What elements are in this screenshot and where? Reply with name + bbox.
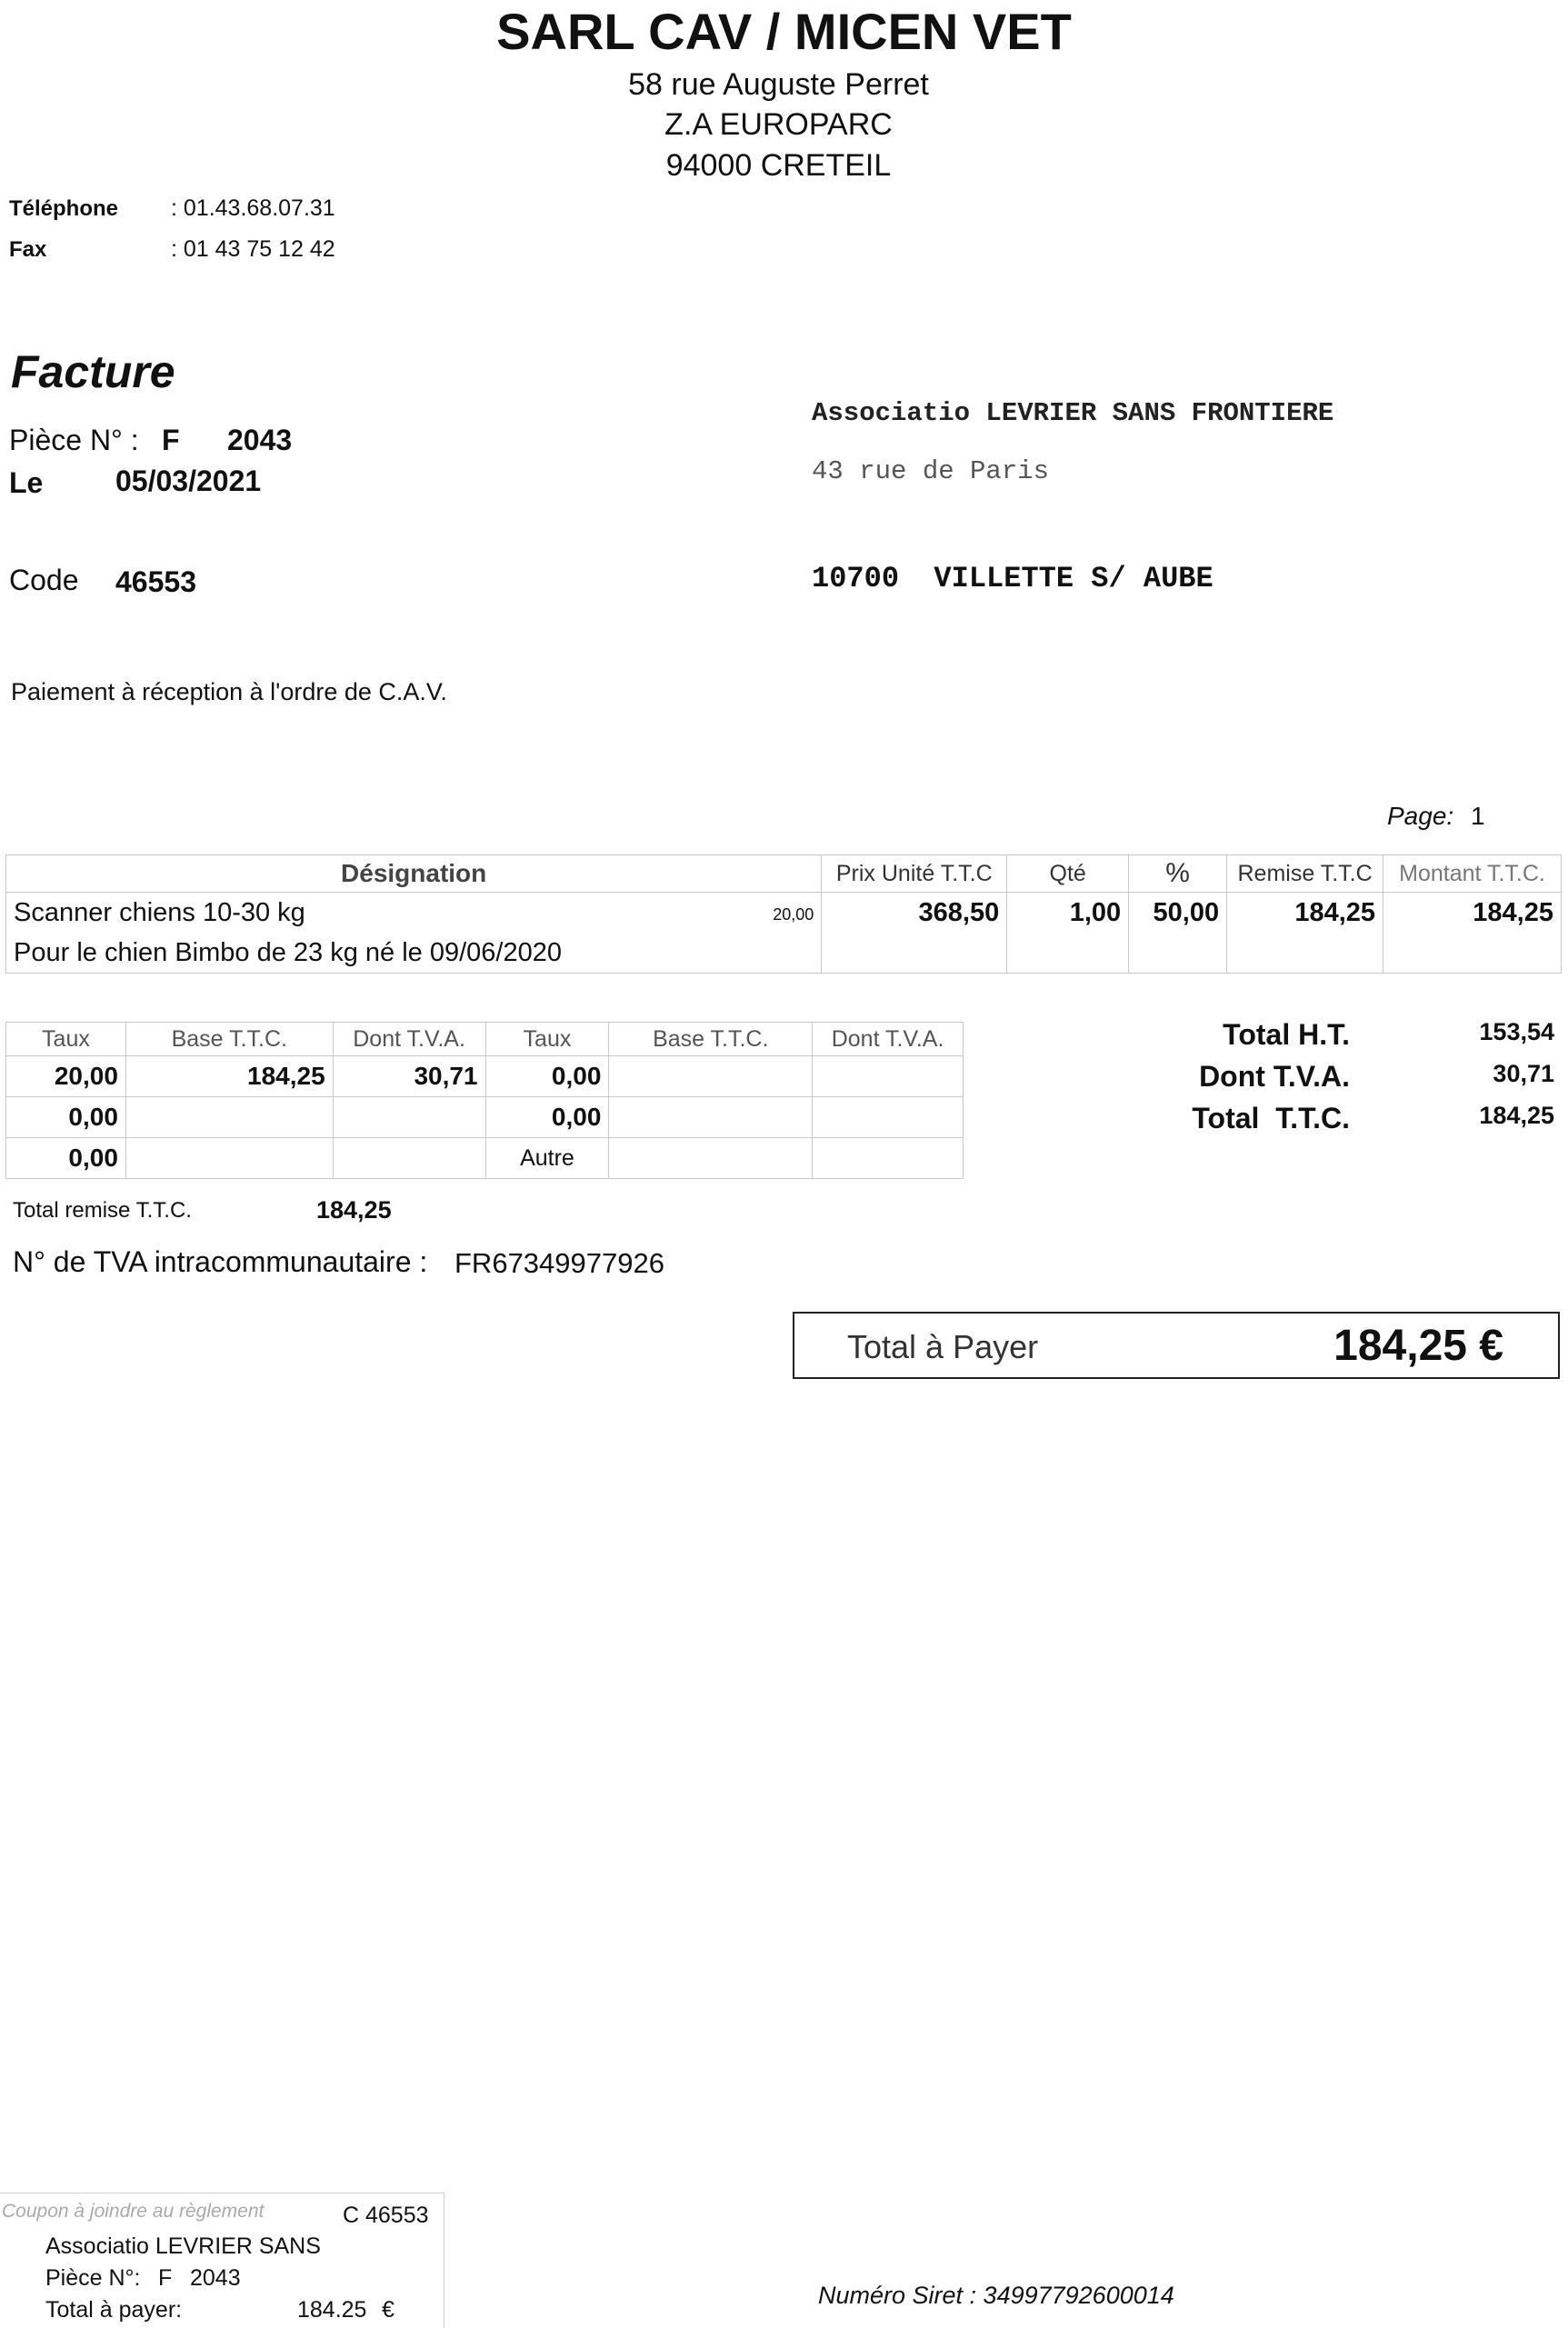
empty-cell (822, 933, 1007, 974)
invoice-title: Facture (11, 346, 175, 397)
vat-col-vat: Dont T.V.A. (813, 1023, 964, 1056)
table-row (6, 933, 1562, 974)
vat-cell: 0,00 (485, 1056, 609, 1097)
vat-col-rate: Taux (485, 1023, 609, 1056)
line-unit-price: 368,50 (822, 893, 1007, 934)
empty-cell (1007, 933, 1129, 974)
line-vat-rate: 20,00 (773, 904, 814, 924)
invoice-lines-table (5, 854, 1562, 974)
total-discount-label: Total remise T.T.C. (13, 1198, 192, 1223)
vat-cell (125, 1097, 333, 1138)
piece-prefix: F (162, 424, 180, 456)
piece-number: 2043 (227, 424, 293, 456)
vat-number-value: FR67349977926 (454, 1247, 664, 1279)
coupon-currency: € (382, 2297, 394, 2323)
coupon-piece-prefix: F (158, 2265, 173, 2291)
total-ht-label: Total H.T. (1223, 1018, 1350, 1051)
table-row (6, 1138, 964, 1179)
vat-cell (125, 1138, 333, 1179)
total-to-pay-value: 184,25 € (1333, 1322, 1503, 1370)
vat-breakdown-table (5, 1022, 964, 1179)
coupon-name: Associatio LEVRIER SANS (45, 2233, 321, 2259)
vat-cell (609, 1138, 813, 1179)
total-tva-label: Dont T.V.A. (1199, 1060, 1350, 1093)
line-qty: 1,00 (1007, 893, 1129, 934)
siret-number: Numéro Siret : 34997792600014 (818, 2282, 1174, 2309)
vat-col-rate: Taux (6, 1023, 126, 1056)
col-header-amount: Montant T.T.C. (1383, 855, 1562, 893)
line-designation-cell (6, 893, 822, 934)
table-row (6, 1097, 964, 1138)
vat-cell (609, 1097, 813, 1138)
vat-cell: 184,25 (125, 1056, 333, 1097)
vat-cell (609, 1056, 813, 1097)
vat-cell (813, 1056, 964, 1097)
total-to-pay-box (793, 1312, 1560, 1379)
company-address-line1: 58 rue Auguste Perret (628, 67, 929, 102)
company-name: SARL CAV / MICEN VET (496, 3, 1072, 60)
table-row (6, 893, 1562, 934)
empty-cell (1383, 933, 1562, 974)
invoice-date: 05/03/2021 (115, 465, 262, 497)
empty-cell (1227, 933, 1383, 974)
piece-label: Pièce N° : (9, 424, 139, 456)
coupon-header: Coupon à joindre au règlement (2, 2201, 265, 2222)
recipient-street: 43 rue de Paris (812, 456, 1050, 486)
fax-label: Fax (9, 237, 47, 262)
total-to-pay-label: Total à Payer (847, 1328, 1039, 1365)
coupon-piece-label: Pièce N°: (45, 2265, 141, 2291)
vat-col-vat: Dont T.V.A. (333, 1023, 485, 1056)
fax-value: : 01 43 75 12 42 (171, 236, 335, 262)
coupon-total-label: Total à payer: (45, 2297, 183, 2323)
col-header-unit-price: Prix Unité T.T.C (822, 855, 1007, 893)
vat-header-row (6, 1023, 964, 1056)
total-ttc-value: 184,25 (1479, 1102, 1554, 1129)
vat-cell (813, 1097, 964, 1138)
table-row (6, 1056, 964, 1097)
vat-col-base: Base T.T.C. (609, 1023, 813, 1056)
phone-label: Téléphone (9, 196, 119, 221)
vat-col-base: Base T.T.C. (125, 1023, 333, 1056)
recipient-city: 10700 VILLETTE S/ AUBE (812, 562, 1213, 595)
line-percent: 50,00 (1129, 893, 1227, 934)
line-designation: Scanner chiens 10-30 kg (14, 897, 305, 927)
vat-cell (333, 1097, 485, 1138)
lines-header-row (6, 855, 1562, 893)
col-header-percent: % (1129, 855, 1227, 893)
phone-value: : 01.43.68.07.31 (171, 195, 335, 221)
page-label: Page: (1387, 802, 1454, 830)
vat-cell: 0,00 (485, 1097, 609, 1138)
coupon-code: C 46553 (343, 2203, 429, 2228)
total-discount-value: 184,25 (316, 1196, 392, 1224)
col-header-designation: Désignation (6, 855, 822, 893)
payment-coupon (0, 2193, 444, 2328)
vat-cell (333, 1138, 485, 1179)
line-amount: 184,25 (1383, 893, 1562, 934)
payment-terms: Paiement à réception à l'ordre de C.A.V. (11, 678, 447, 705)
vat-cell: 0,00 (6, 1097, 126, 1138)
vat-cell: 20,00 (6, 1056, 126, 1097)
recipient-name: Associatio LEVRIER SANS FRONTIERE (812, 398, 1334, 428)
coupon-total-value: 184.25 (297, 2297, 367, 2323)
date-label: Le (9, 466, 44, 499)
total-tva-value: 30,71 (1493, 1060, 1554, 1087)
vat-number-label: N° de TVA intracommunautaire : (13, 1245, 428, 1278)
total-ttc-label: Total T.T.C. (1192, 1102, 1350, 1134)
col-header-qty: Qté (1007, 855, 1129, 893)
vat-cell-other: Autre (485, 1138, 609, 1179)
empty-cell (1129, 933, 1227, 974)
code-value: 46553 (115, 565, 196, 598)
page-value: 1 (1471, 802, 1485, 830)
company-address-line2: Z.A EUROPARC (664, 107, 893, 142)
coupon-piece-number: 2043 (190, 2265, 241, 2291)
line-discount: 184,25 (1227, 893, 1383, 934)
vat-cell (813, 1138, 964, 1179)
company-address-line3: 94000 CRETEIL (665, 148, 892, 183)
col-header-discount: Remise T.T.C (1227, 855, 1383, 893)
line-designation-note: Pour le chien Bimbo de 23 kg né le 09/06/2020 (6, 933, 822, 974)
vat-cell: 30,71 (333, 1056, 485, 1097)
vat-cell: 0,00 (6, 1138, 126, 1179)
total-ht-value: 153,54 (1479, 1018, 1554, 1045)
code-label: Code (9, 564, 79, 596)
